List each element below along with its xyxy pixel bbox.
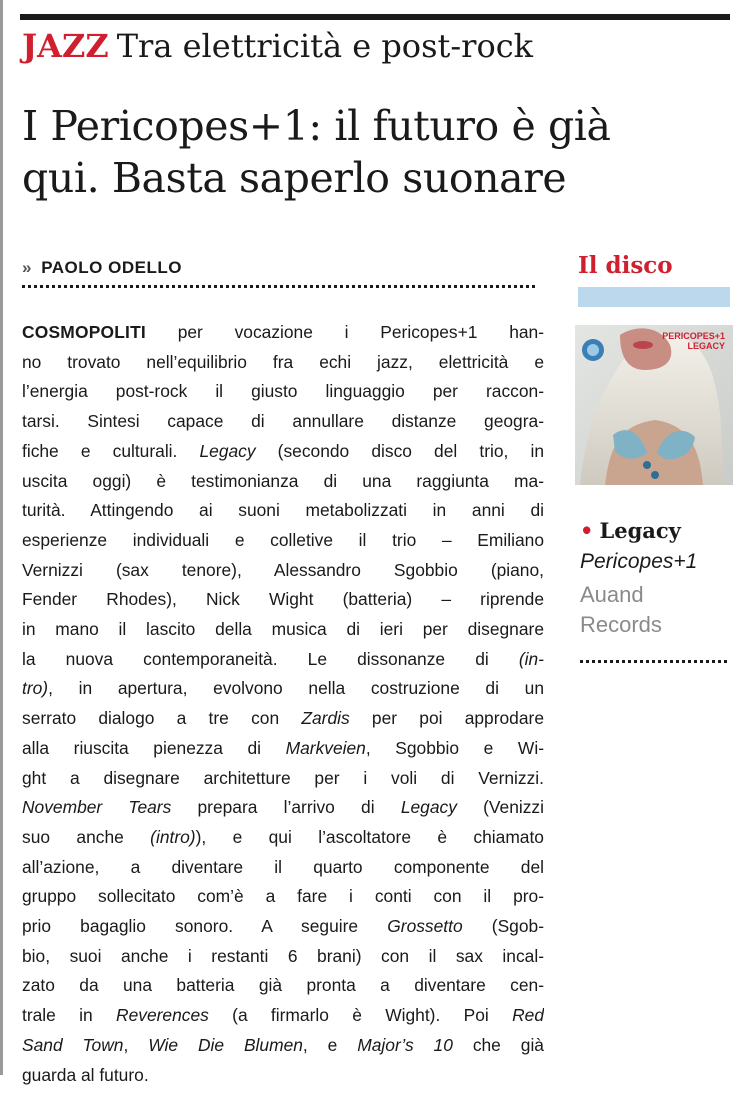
body-line: Vernizzi (sax tenore), Alessandro Sgobbio (piano, [22, 559, 544, 580]
lead-word: COSMOPOLITI [22, 322, 146, 342]
body-line: suo anche (intro)), e qui l’ascoltatore è chiamato [22, 826, 544, 847]
body-line: zato da una batteria già pronta a diventare cen- [22, 975, 544, 996]
body-line: serrato dialogo a tre con Zardis per poi approdare [22, 708, 544, 729]
body-line: esperienze individuali e colletive il trio – Emiliano [22, 529, 544, 550]
body-line: tarsi. Sintesi capace di annullare distanze geogra- [22, 411, 544, 432]
kicker-text: Tra elettricità e post-rock [116, 27, 534, 65]
section-tag: JAZZ [22, 27, 109, 65]
headline-line-2: qui. Basta saperlo suonare [22, 154, 567, 202]
article-body [22, 318, 544, 1090]
kicker [22, 26, 533, 66]
byline-dotted-rule [22, 285, 535, 288]
body-line: November Tears prepara l’arrivo di Legacy (Venizzi [22, 797, 544, 818]
top-rule [20, 14, 730, 20]
body-line: trale in Reverences (a firmarlo è Wight). Poi Red [22, 1005, 544, 1026]
body-line: la nuova contemporaneità. Le dissonanze di (in- [22, 648, 544, 669]
body-line: no trovato nell’equilibrio fra echi jazz, elettricità e [22, 351, 544, 372]
headline-line-1: I Pericopes+1: il futuro è già [22, 102, 611, 150]
body-line: Fender Rhodes), Nick Wight (batteria) – riprende [22, 589, 544, 610]
sidebar-heading: Il disco [578, 252, 673, 279]
album-title [580, 518, 681, 543]
byline [22, 258, 182, 278]
page-edge-rule [0, 0, 3, 1075]
album-title-text: Legacy [599, 518, 681, 543]
body-line: all’azione, a diventare il quarto componente del [22, 856, 544, 877]
album-cover [575, 325, 733, 485]
sidebar-dotted-rule [580, 660, 727, 663]
body-line: turità. Attingendo ai suoni metabolizzati in anni di [22, 500, 544, 521]
record-label: Auand Records [580, 582, 662, 637]
bullet-icon: • [580, 518, 594, 543]
body-line: uscita oggi) è testimonianza di una raggiunta ma- [22, 470, 544, 491]
byline-arrows: » [22, 258, 32, 277]
sidebar-color-bar [578, 287, 730, 307]
body-line: ght a disegnare architetture per i voli di Vernizzi. [22, 767, 544, 788]
body-line: prio bagaglio sonoro. A seguire Grossetto (Sgob- [22, 916, 544, 937]
body-line: COSMOPOLITI per vocazione i Pericopes+1 han- [22, 322, 544, 342]
body-line: fiche e culturali. Legacy (secondo disco del trio, in [22, 440, 544, 461]
album-artist: Pericopes+1 [580, 550, 698, 573]
body-line: in mano il lascito della musica di ieri per disegnare [22, 619, 544, 640]
body-line: Sand Town, Wie Die Blumen, e Major’s 10 che già [22, 1034, 544, 1055]
body-line: tro), in apertura, evolvono nella costruzione di un [22, 678, 544, 699]
body-line: alla riuscita pienezza di Markveien, Sgobbio e Wi- [22, 737, 544, 758]
body-line: guarda al futuro. [22, 1064, 149, 1085]
body-line: l’energia post-rock il giusto linguaggio per raccon- [22, 381, 544, 402]
byline-author: PAOLO ODELLO [41, 258, 182, 277]
body-line: bio, suoi anche i restanti 6 brani) con il sax incal- [22, 945, 544, 966]
album-cover-title: PERICOPES+1 LEGACY [662, 331, 725, 351]
body-line: gruppo sollecitato com’è a fare i conti con il pro- [22, 886, 544, 907]
headline [22, 100, 742, 204]
